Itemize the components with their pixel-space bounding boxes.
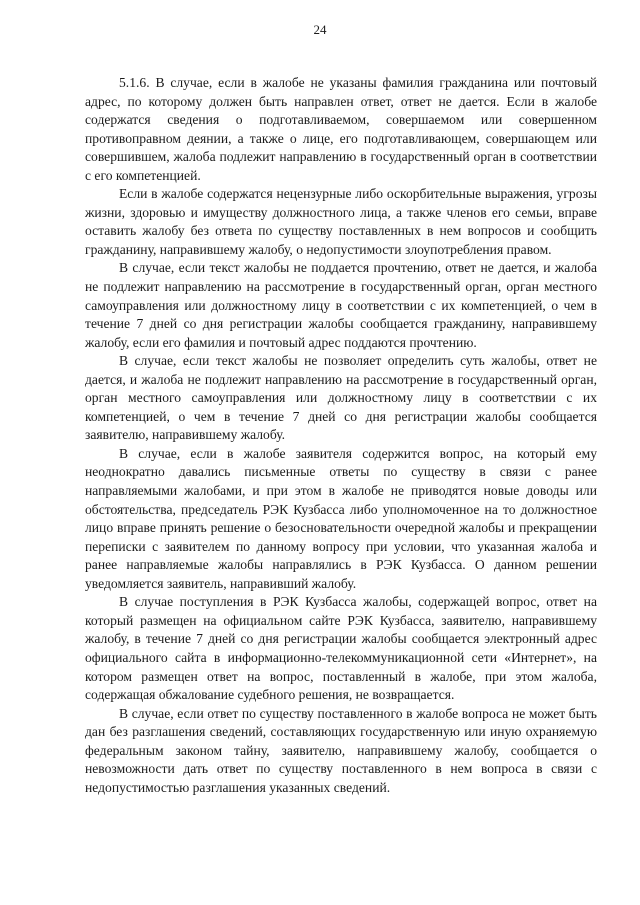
paragraph-answer-on-website: В случае поступления в РЭК Кузбасса жалобы, содержащей вопрос, ответ на который размещен на официальном сайте РЭК Кузбасса, заявителю, направившему жалобу, в течение 7 дней со дня регистрации жалобы сообщается электронный адрес официального сайта в информационно-телекоммуникационной сети «Интернет», на котором размещен ответ на вопрос, поставленный в жалобе, при этом жалоба, содержащая обжалование судебного решения, не возвращается. [85,594,597,703]
paragraph-undeterminable-essence: В случае, если текст жалобы не позволяет определить суть жалобы, ответ не дается, и жалоба не подлежит направлению на рассмотрение в государственный орган, орган местного самоуправления или должностному лицу в соответствии с их компетенцией, о чем в течение 7 дней со дня регистрации жалобы сообщается заявителю, направившему жалобу. [85,353,597,443]
paragraph-repeated-question: В случае, если в жалобе заявителя содержится вопрос, на который ему неоднократно давались письменные ответы по существу в связи с ранее направляемыми жалобами, и при этом в жалобе не приводятся новые доводы или обстоятельства, председатель РЭК Кузбасса либо уполномоченное на то должностное лицо вправе принять решение о безосновательности очередной жалобы и прекращении переписки с заявителем по данному вопросу при условии, что указанная жалоба и ранее направляемые жалобы направлялись в РЭК Кузбасса. О данном решении уведомляется заявитель, направивший жалобу. [85,445,597,591]
paragraph-5-1-6: 5.1.6. В случае, если в жалобе не указаны фамилия гражданина или почтовый адрес, по которому должен быть направлен ответ, ответ не дается. Если в жалобе содержатся сведения о подготавливаемом, совершаемом или совершенном противоправном деянии, а также о лице, его подготавливающем, совершающем или совершившем, жалоба подлежит направлению в государственный орган в соответствии с его компетенцией. [85,75,597,183]
paragraph-offensive-language: Если в жалобе содержатся нецензурные либо оскорбительные выражения, угрозы жизни, здоровью и имуществу должностного лица, а также членов его семьи, вправе оставить жалобу без ответа по существу поставленных в нем вопросов и сообщить гражданину, направившему жалобу, о недопустимости злоупотребления правом. [85,186,597,257]
document-body [85,74,597,797]
paragraph-unreadable-text: В случае, если текст жалобы не поддается прочтению, ответ не дается, и жалоба не подлежит направлению на рассмотрение в государственный орган, орган местного самоуправления или должностному лицу в соответствии с их компетенцией, о чем в течение 7 дней со дня регистрации жалобы сообщается гражданину, направившему жалобу, если его фамилия и почтовый адрес поддаются прочтению. [85,260,597,350]
paragraph-state-secret: В случае, если ответ по существу поставленного в жалобе вопроса не может быть дан без разглашения сведений, составляющих государственную или иную охраняемую федеральным законом тайну, заявителю, направившему жалобу, сообщается о невозможности дать ответ по существу поставленного в нем вопроса в связи с недопустимостью разглашения указанных сведений. [85,705,597,795]
page-number: 24 [313,22,327,37]
